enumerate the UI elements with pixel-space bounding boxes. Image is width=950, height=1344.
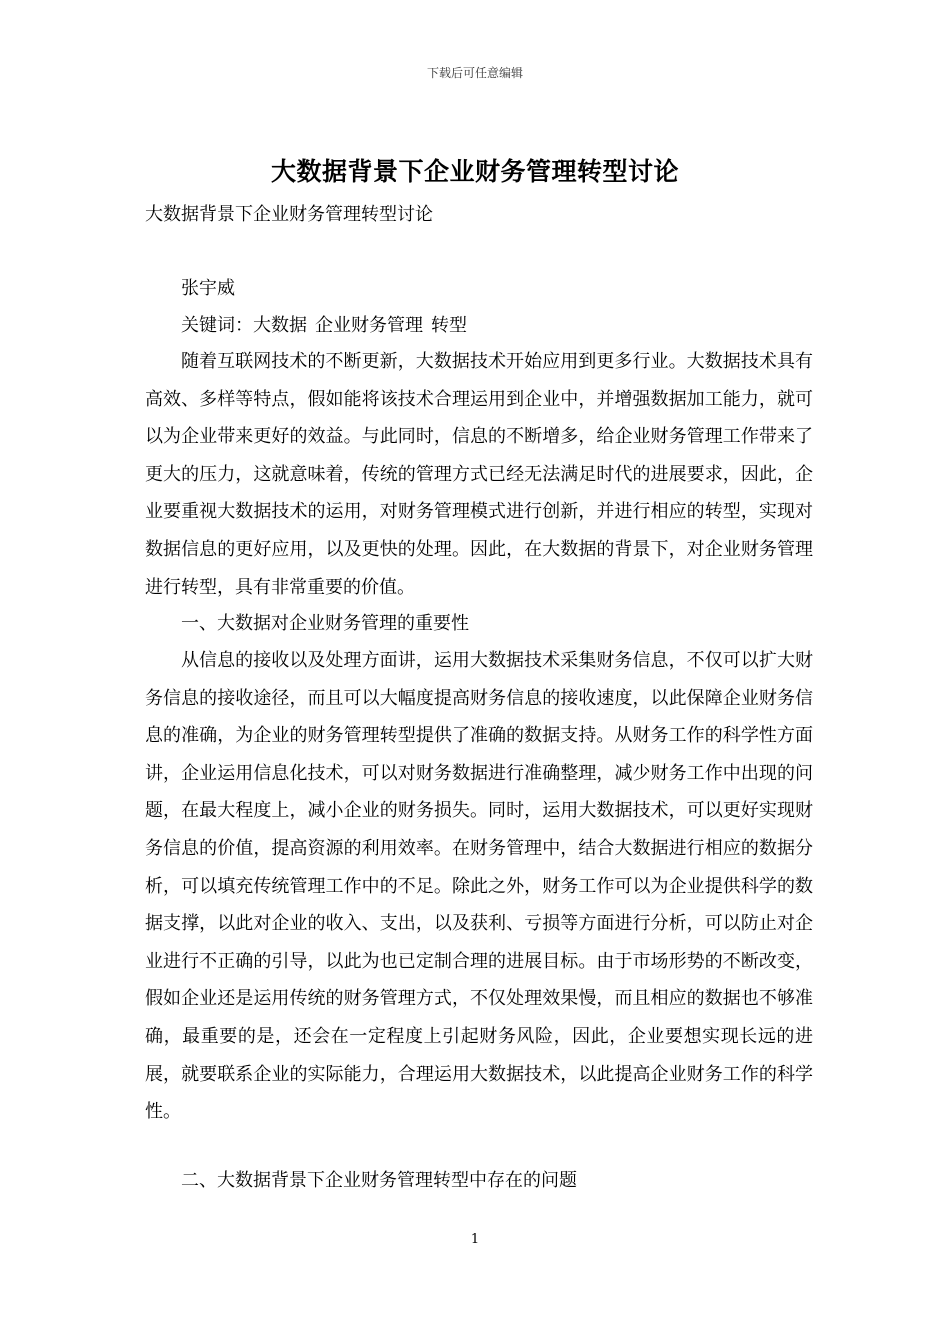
keyword-item: 企业财务管理 — [315, 315, 423, 336]
document-title: 大数据背景下企业财务管理转型讨论 — [270, 157, 679, 186]
intro-paragraph: 随着互联网技术的不断更新，大数据技术开始应用到更多行业。大数据技术具有高效、多样等特点，假如能将该技术合理运用到企业中，并增强数据加工能力，就可以为企业带来更好的效益。与此同时，信息的不断增多，给企业财务管理工作带来了更大的压力，这就意味着，传统的管理方式已经无法满足时代的进展要求，因此，企业要重视大数据技术的运用，对财务管理模式进行创新，并进行相应的转型，实现对数据信息的更好应用，以及更快的处理。因此，在大数据的背景下，对企业财务管理进行转型，具有非常重要的价值。 — [145, 351, 813, 598]
keywords-label: 关键词： — [181, 315, 253, 336]
keyword-item: 大数据 — [253, 315, 307, 336]
keyword-item: 转型 — [431, 315, 467, 336]
document-subtitle: 大数据背景下企业财务管理转型讨论 — [145, 204, 433, 225]
author-name: 张宇威 — [181, 278, 235, 299]
section-heading-1: 一、大数据对企业财务管理的重要性 — [181, 613, 469, 634]
section-1-paragraph: 从信息的接收以及处理方面讲，运用大数据技术采集财务信息，不仅可以扩大财务信息的接收途径，而且可以大幅度提高财务信息的接收速度，以此保障企业财务信息的准确，为企业的财务管理转型提供了准确的数据支持。从财务工作的科学性方面讲，企业运用信息化技术，可以对财务数据进行准确整理，减少财务工作中出现的问题，在最大程度上，减小企业的财务损失。同时，运用大数据技术，可以更好实现财务信息的价值，提高资源的利用效率。在财务管理中，结合大数据进行相应的数据分析，可以填充传统管理工作中的不足。除此之外，财务工作可以为企业提供科学的数据支撑，以此对企业的收入、支出，以及获利、亏损等方面进行分析，可以防止对企业进行不正确的引导，以此为也已定制合理的进展目标。由于市场形势的不断改变，假如企业还是运用传统的财务管理方式，不仅处理效果慢，而且相应的数据也不够准确，最重要的是，还会在一定程度上引起财务风险，因此，企业要想实现长远的进展，就要联系企业的实际能力，合理运用大数据技术，以此提高企业财务工作的科学性。 — [145, 650, 813, 1123]
section-heading-2: 二、大数据背景下企业财务管理转型中存在的问题 — [181, 1170, 577, 1191]
page-header: 下载后可任意编辑 — [426, 66, 523, 80]
keywords-line — [145, 307, 813, 345]
page-number: 1 — [470, 1232, 480, 1247]
